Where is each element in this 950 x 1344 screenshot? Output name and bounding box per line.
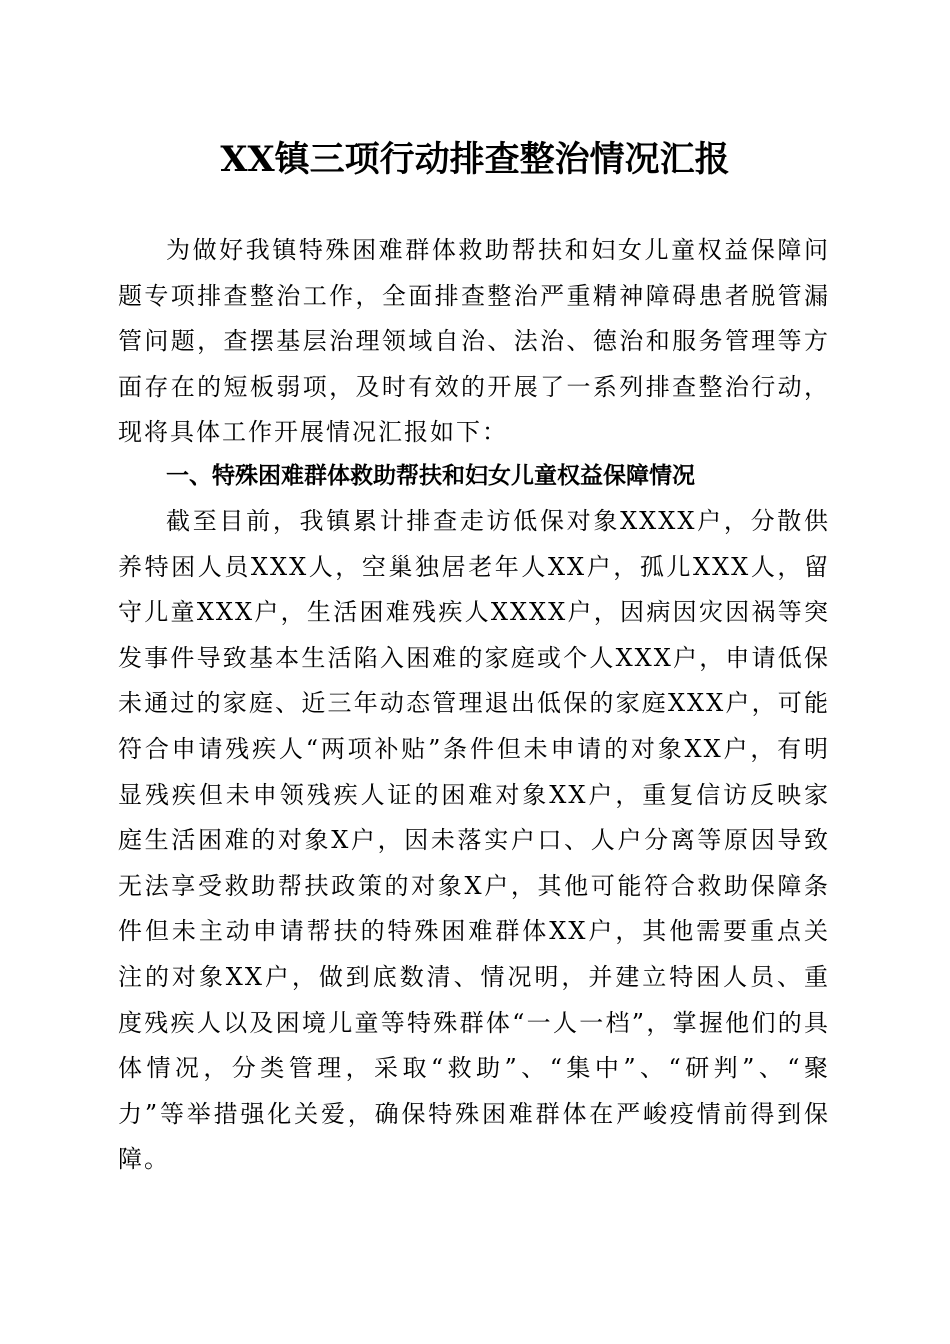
section-1-heading: 一、特殊困难群体救助帮扶和妇女儿童权益保障情况 xyxy=(166,463,695,489)
intro-paragraph: 为做好我镇特殊困难群体救助帮扶和妇女儿童权益保障问题专项排查整治工作，全面排查整治严重精神障碍患者脱管漏管问题，查摆基层治理领域自治、法治、德治和服务管理等方面存在的短板弱项，及时有效的开展了一系列排查整治行动，现将具体工作开展情况汇报如下： xyxy=(118,236,830,447)
document-title: XX镇三项行动排查整治情况汇报 xyxy=(220,139,730,180)
section-1-paragraph: 截至目前，我镇累计排查走访低保对象XXXX户，分散供养特困人员XXX人，空巢独居老年人XX户，孤儿XXX人，留守儿童XXX户，生活困难残疾人XXXX户，因病因灾因祸等突发事件导致基本生活陷入困难的家庭或个人XXX户，申请低保未通过的家庭、近三年动态管理退出低保的家庭XXX户，可能符合申请残疾人“两项补贴”条件但未申请的对象XX户，有明显残疾但未申领残疾人证的困难对象XX户，重复信访反映家庭生活困难的对象X户，因未落实户口、人户分离等原因导致无法享受救助帮扶政策的对象X户，其他可能符合救助保障条件但未主动申请帮扶的特殊困难群体XX户，其他需要重点关注的对象XX户，做到底数清、情况明，并建立特困人员、重度残疾人以及困境儿童等特殊群体“一人一档”，掌握他们的具体情况，分类管理，采取“救助”、“集中”、“研判”、“聚力”等举措强化关爱，确保特殊困难群体在严峻疫情前得到保障。 xyxy=(118,507,830,1174)
